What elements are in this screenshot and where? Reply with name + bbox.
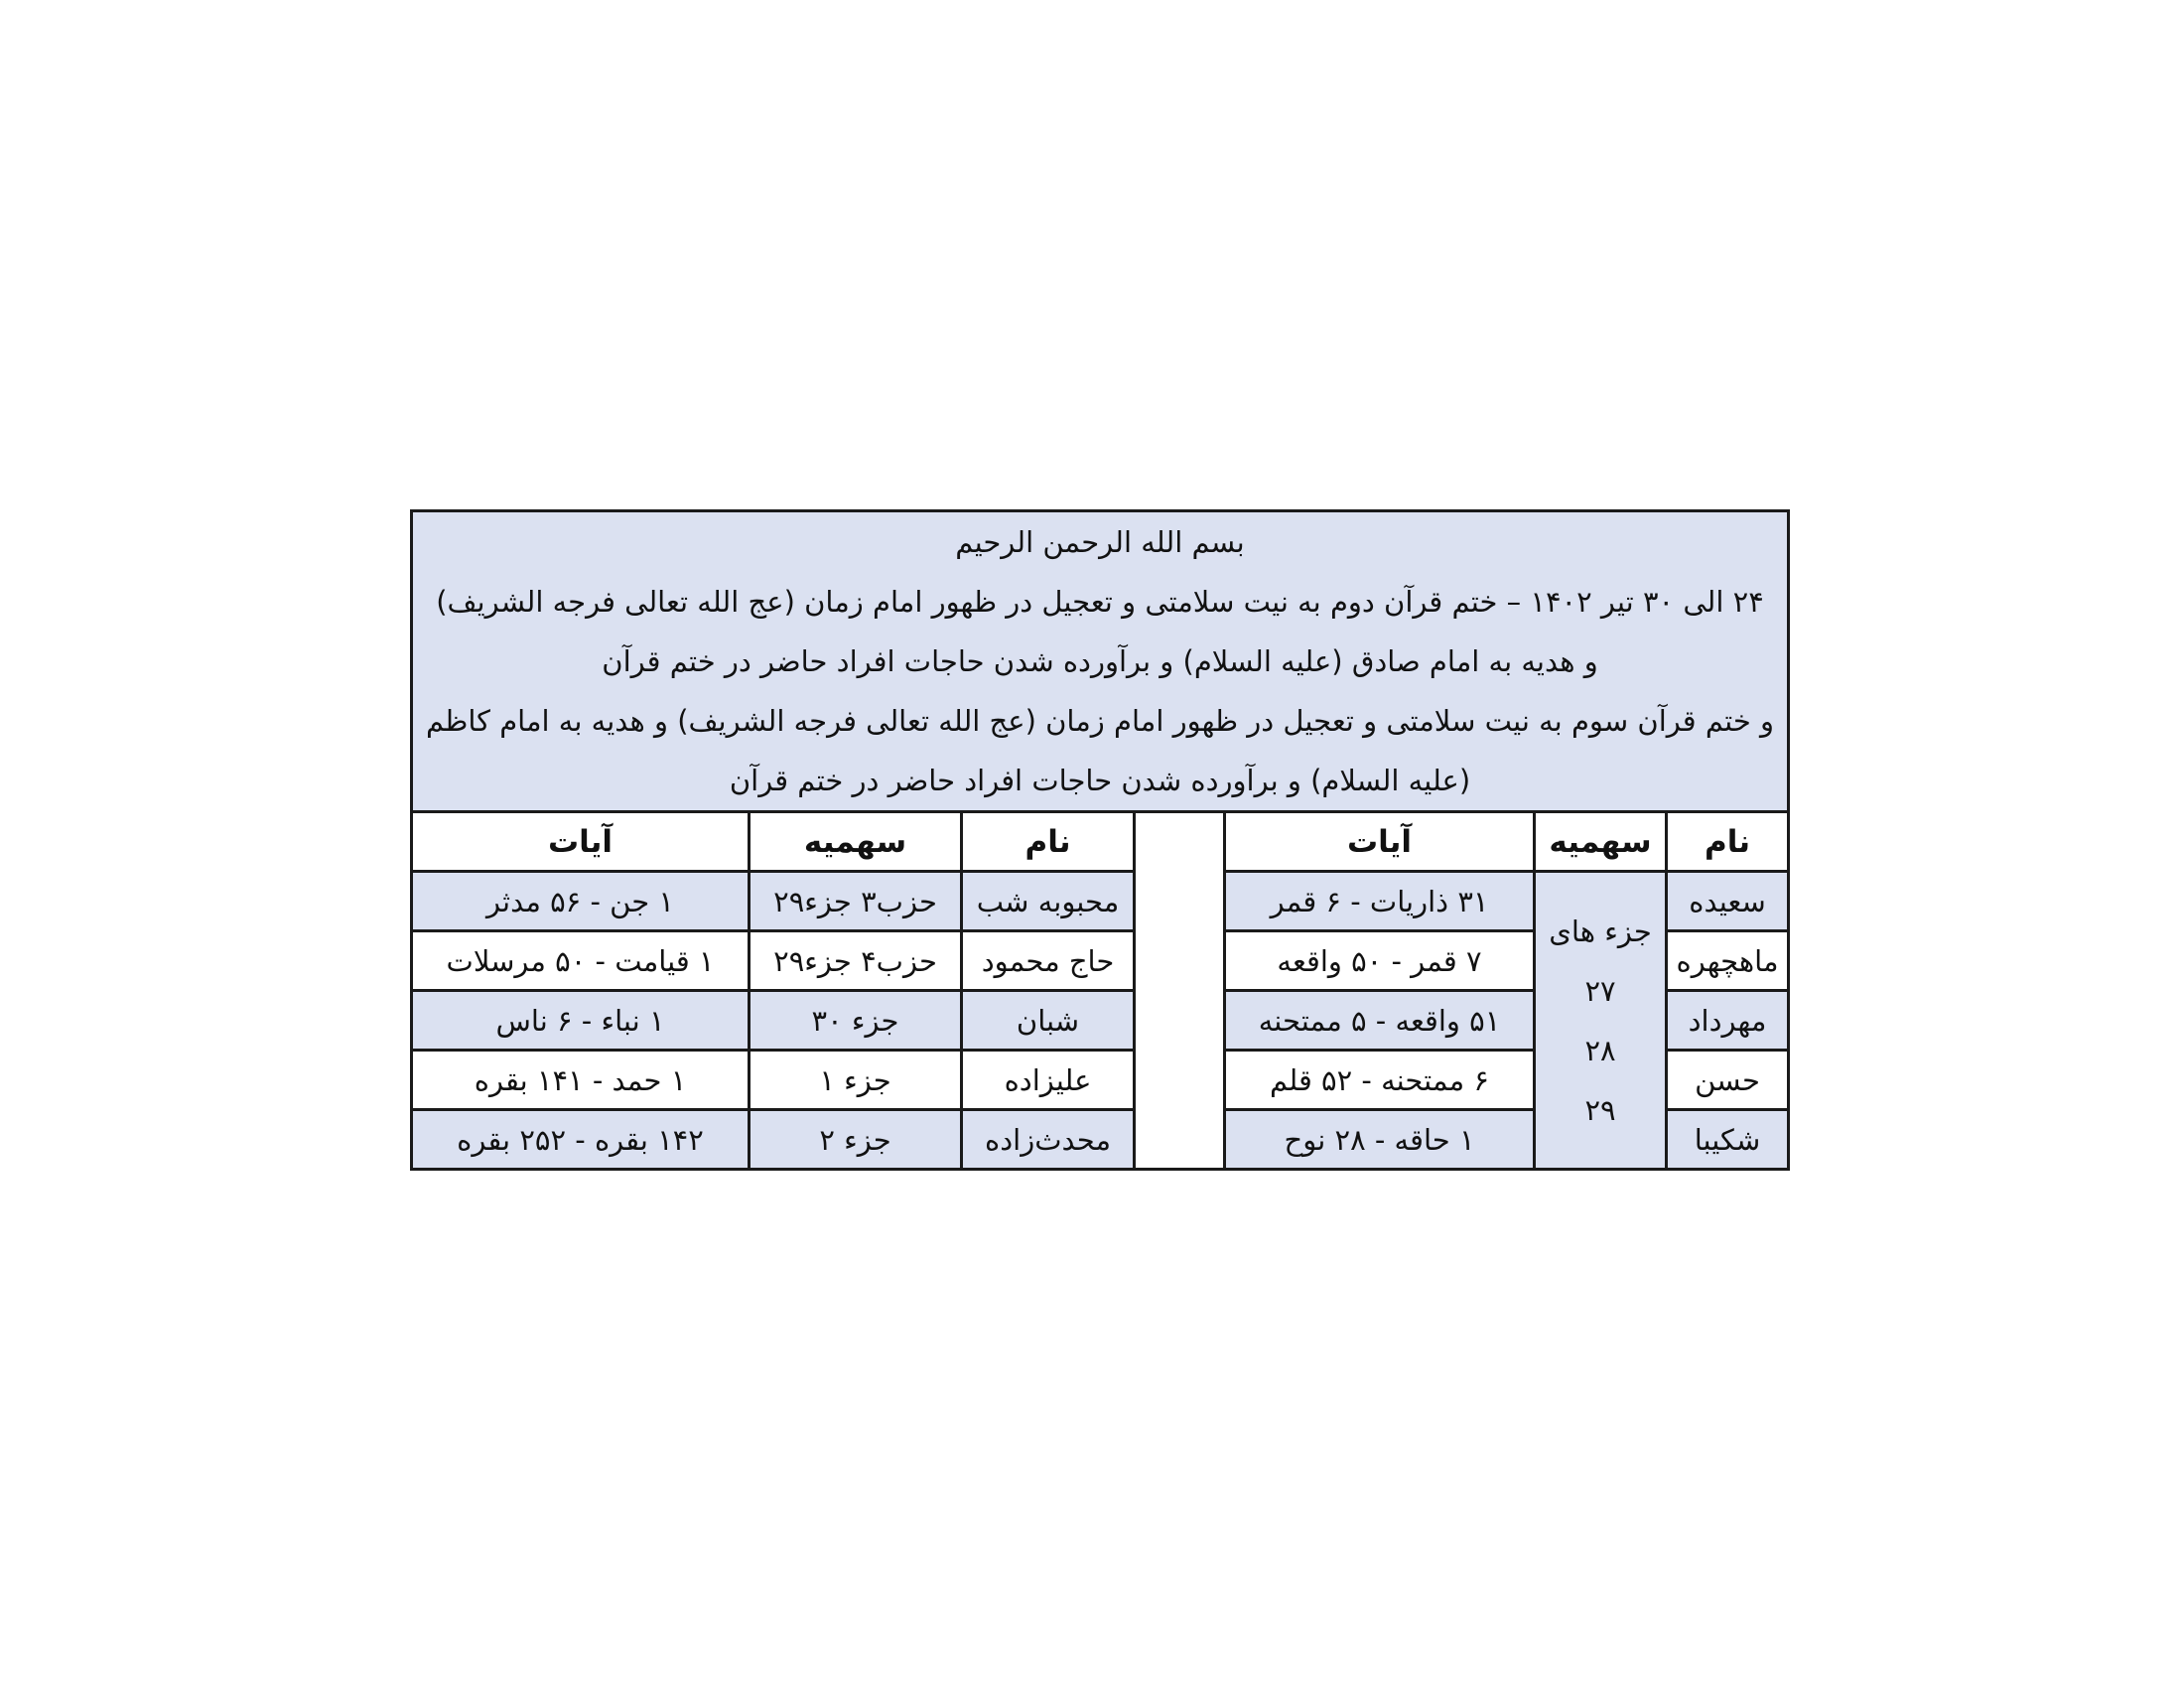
header-line-4: و ختم قرآن سوم به نیت سلامتی و تعجیل در ظهور امام زمان (عج الله تعالی فرجه الشریف) و هدیه به امام کاظم bbox=[425, 704, 1775, 738]
quran-khatm-table bbox=[410, 509, 1790, 1171]
share-line: ۲۸ bbox=[1584, 1033, 1616, 1067]
header-cell bbox=[412, 511, 1789, 812]
left-share-cell: حزب۴ جزء۲۹ bbox=[750, 931, 962, 991]
column-separator bbox=[1135, 812, 1225, 1170]
right-shared-share-cell bbox=[1535, 872, 1667, 1170]
left-verses-cell: ۱۴۲ بقره - ۲۵۲ بقره bbox=[412, 1110, 750, 1170]
left-verses-cell: ۱ جن - ۵۶ مدثر bbox=[412, 872, 750, 931]
header-line-5: (علیه السلام) و برآورده شدن حاجات افراد حاضر در ختم قرآن bbox=[729, 764, 1471, 797]
right-name-cell: ماهچهره bbox=[1667, 931, 1789, 991]
left-share-cell: جزء ۱ bbox=[750, 1051, 962, 1110]
right-name-cell: سعیده bbox=[1667, 872, 1789, 931]
left-verses-cell: ۱ حمد - ۱۴۱ بقره bbox=[412, 1051, 750, 1110]
left-share-cell: حزب۳ جزء۲۹ bbox=[750, 872, 962, 931]
left-name-cell: حاج محمود bbox=[962, 931, 1135, 991]
left-share-header: سهمیه bbox=[750, 812, 962, 872]
left-verses-cell: ۱ قیامت - ۵۰ مرسلات bbox=[412, 931, 750, 991]
right-name-header: نام bbox=[1667, 812, 1789, 872]
header-line-2: ۲۴ الی ۳۰ تیر ۱۴۰۲ – ختم قرآن دوم به نیت سلامتی و تعجیل در ظهور امام زمان (عج الله تعالی فرجه الشریف) bbox=[436, 585, 1764, 619]
right-share-header: سهمیه bbox=[1535, 812, 1667, 872]
right-verses-cell: ۳۱ ذاریات - ۶ قمر bbox=[1225, 872, 1535, 931]
right-verses-cell: ۶ ممتحنه - ۵۲ قلم bbox=[1225, 1051, 1535, 1110]
header-row bbox=[412, 511, 1789, 812]
left-name-header: نام bbox=[962, 812, 1135, 872]
left-name-cell: علیزاده bbox=[962, 1051, 1135, 1110]
right-name-cell: حسن bbox=[1667, 1051, 1789, 1110]
right-verses-cell: ۱ حاقه - ۲۸ نوح bbox=[1225, 1110, 1535, 1170]
left-share-cell: جزء ۳۰ bbox=[750, 991, 962, 1051]
left-name-cell: محبوبه شب bbox=[962, 872, 1135, 931]
column-header-row bbox=[412, 812, 1789, 872]
right-verses-header: آیات bbox=[1225, 812, 1535, 872]
left-share-cell: جزء ۲ bbox=[750, 1110, 962, 1170]
right-name-cell: مهرداد bbox=[1667, 991, 1789, 1051]
left-verses-cell: ۱ نباء - ۶ ناس bbox=[412, 991, 750, 1051]
share-line: ۲۹ bbox=[1584, 1092, 1616, 1127]
left-name-cell: محدث‌زاده bbox=[962, 1110, 1135, 1170]
right-verses-cell: ۷ قمر - ۵۰ واقعه bbox=[1225, 931, 1535, 991]
left-verses-header: آیات bbox=[412, 812, 750, 872]
header-line-1: بسم الله الرحمن الرحیم bbox=[955, 525, 1245, 559]
header-line-3: و هدیه به امام صادق (علیه السلام) و برآورده شدن حاجات افراد حاضر در ختم قرآن bbox=[602, 644, 1598, 678]
table-row bbox=[412, 872, 1789, 931]
right-name-cell: شکیبا bbox=[1667, 1110, 1789, 1170]
left-name-cell: شبان bbox=[962, 991, 1135, 1051]
share-line: ۲۷ bbox=[1584, 973, 1616, 1008]
right-verses-cell: ۵۱ واقعه - ۵ ممتحنه bbox=[1225, 991, 1535, 1051]
share-line: جزء های bbox=[1549, 914, 1652, 948]
